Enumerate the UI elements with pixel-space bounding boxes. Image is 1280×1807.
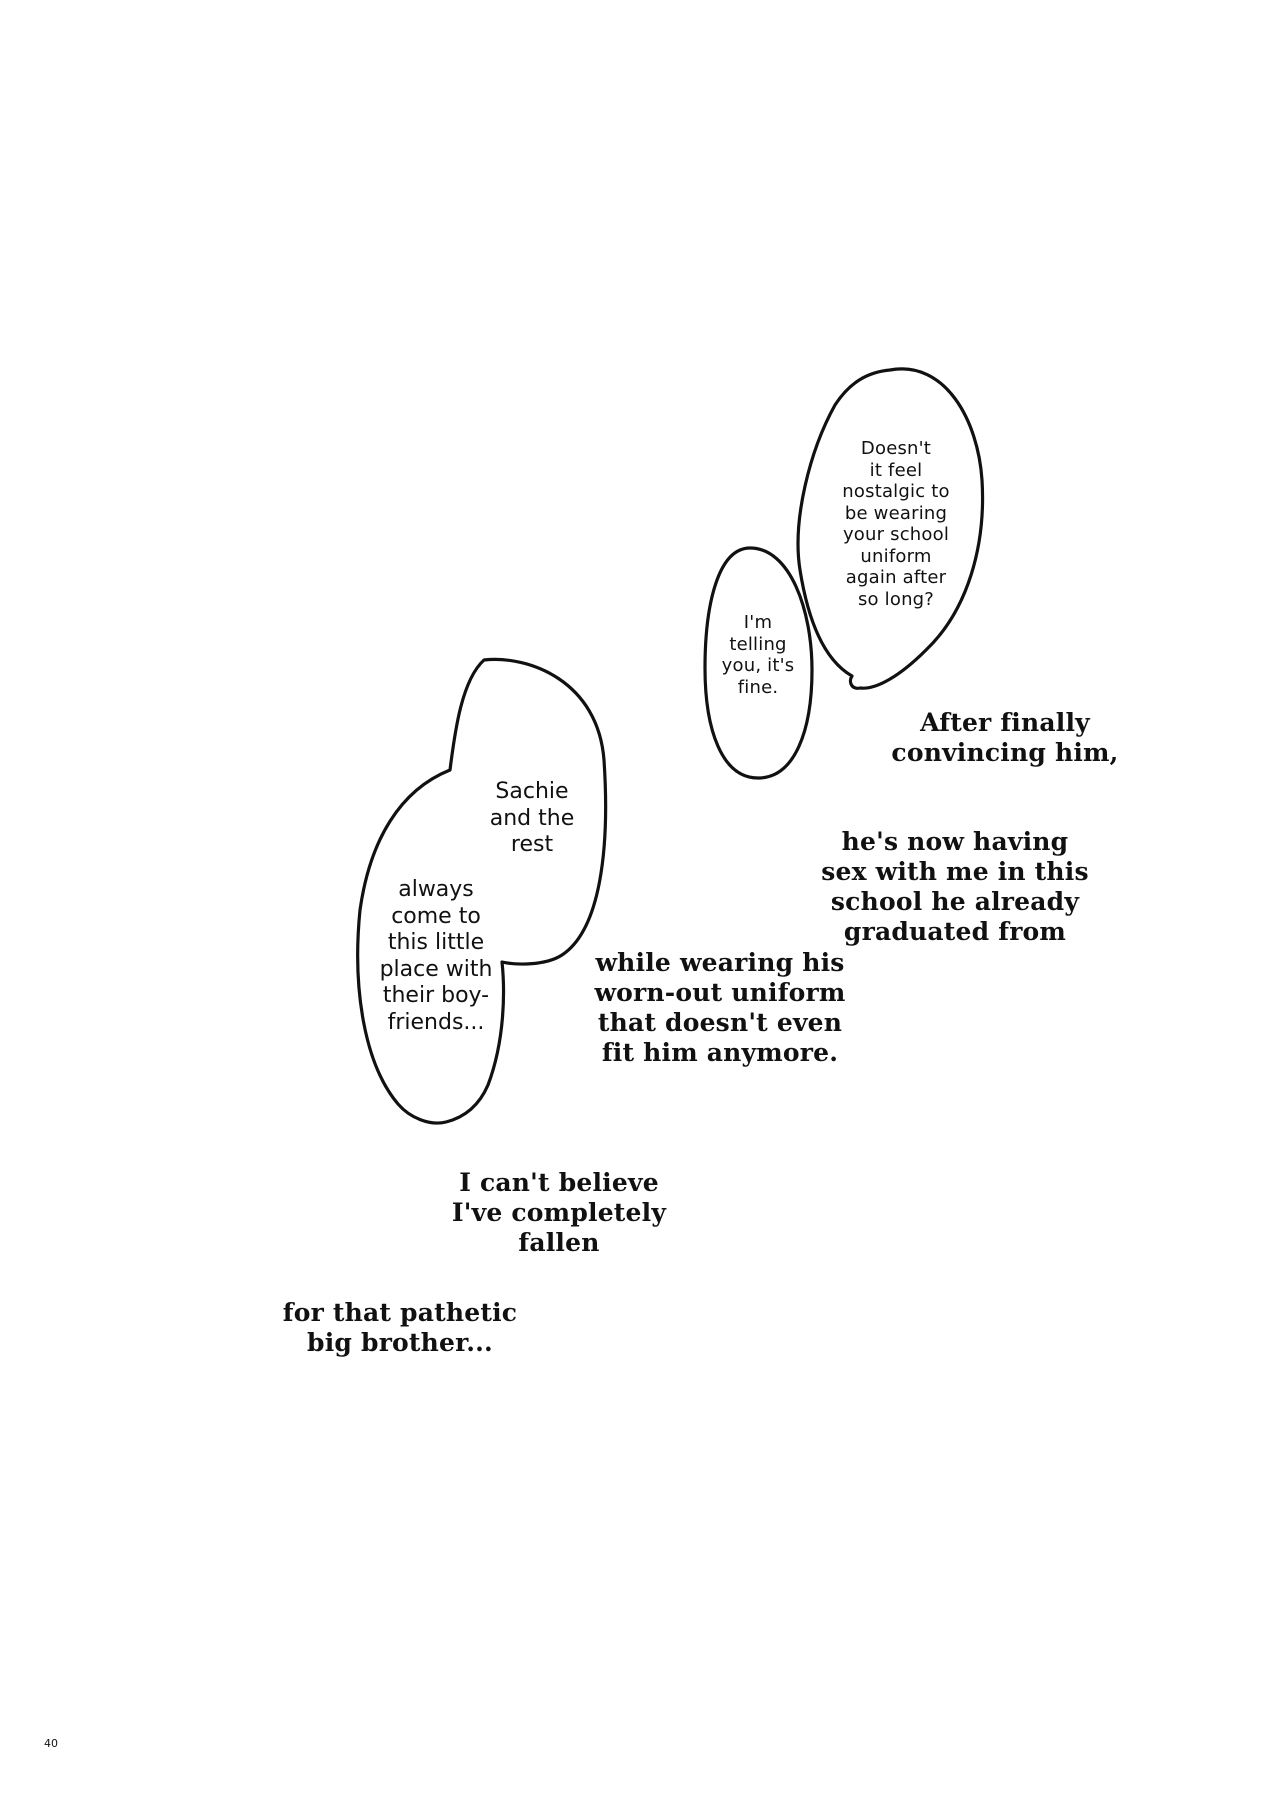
narration-convincing: After finally convincing him, [891,708,1119,767]
bubble-text-sachie-bottom: always come to this little place with their boy- friends... [379,877,493,1035]
bubble-text-nostalgic: Doesn't it feel nostalgic to be wearing your school uniform again after so long? [842,438,950,610]
narration-uniform: while wearing his worn-out uniform that doesn't even fit him anymore. [594,948,846,1067]
bubble-text-fine: I'm telling you, it's fine. [721,612,795,698]
narration-pathetic: for that pathetic big brother... [282,1298,518,1357]
narration-cant-believe: I can't believe I've completely fallen [451,1168,667,1257]
bubble-text-sachie-top: Sachie and the rest [489,779,575,857]
page-number: 40 [44,1737,58,1750]
narration-having-sex: he's now having sex with me in this school he already graduated from [821,827,1089,946]
